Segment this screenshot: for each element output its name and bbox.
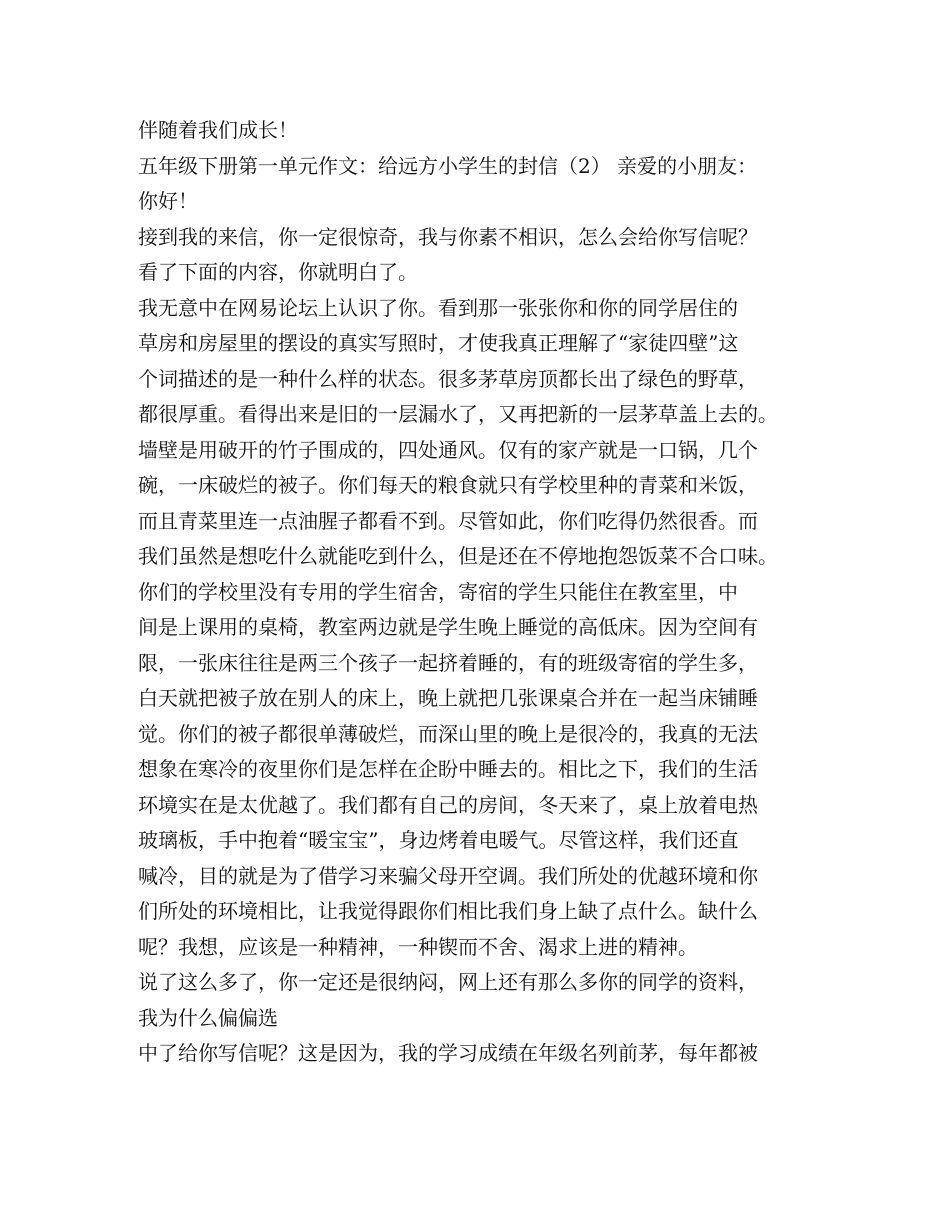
text-line: 环境实在是太优越了。我们都有自己的房间，冬天来了，桌上放着电热 (138, 793, 758, 817)
text-line: 草房和房屋里的摆设的真实写照时，才使我真正理解了“家徒四壁”这 (138, 331, 739, 355)
text-line: 玻璃板，手中抱着“暖宝宝”，身边烤着电暖气。尽管这样，我们还直 (138, 828, 739, 852)
text-line: 觉。你们的被子都很单薄破烂，而深山里的晚上是很冷的，我真的无法 (138, 722, 758, 746)
text-line: 你们的学校里没有专用的学生宿舍，寄宿的学生只能住在教室里，中 (138, 580, 738, 604)
text-line: 个词描述的是一种什么样的状态。很多茅草房顶都长出了绿色的野草， (138, 367, 758, 391)
text-line: 我无意中在网易论坛上认识了你。看到那一张张你和你的同学居住的 (138, 296, 738, 320)
text-line: 看了下面的内容，你就明白了。 (138, 260, 418, 284)
text-line: 都很厚重。看得出来是旧的一层漏水了，又再把新的一层茅草盖上去的。 (138, 402, 778, 426)
text-line: 墙壁是用破开的竹子围成的，四处通风。仅有的家产就是一口锅，几个 (138, 438, 758, 462)
text-line: 伴随着我们成长！ (138, 118, 298, 142)
text-line: 们所处的环境相比，让我觉得跟你们相比我们身上缺了点什么。缺什么 (138, 899, 758, 923)
text-line: 接到我的来信，你一定很惊奇，我与你素不相识，怎么会给你写信呢？ (138, 225, 758, 249)
text-line: 间是上课用的桌椅，教室两边就是学生晚上睡觉的高低床。因为空间有 (138, 615, 758, 639)
text-line: 你好！ (138, 189, 198, 213)
text-line: 我们虽然是想吃什么就能吃到什么，但是还在不停地抱怨饭菜不合口味。 (138, 544, 778, 568)
text-line: 呢？我想，应该是一种精神，一种锲而不舍、渴求上进的精神。 (138, 935, 698, 959)
text-line: 五年级下册第一单元作文：给远方小学生的封信（2） 亲爱的小朋友： (138, 154, 758, 178)
text-line: 而且青菜里连一点油腥子都看不到。尽管如此，你们吃得仍然很香。而 (138, 509, 758, 533)
text-line: 喊冷，目的就是为了借学习来骗父母开空调。我们所处的优越环境和你 (138, 864, 758, 888)
text-line: 白天就把被子放在别人的床上，晚上就把几张课桌合并在一起当床铺睡 (138, 686, 758, 710)
text-line: 想象在寒冷的夜里你们是怎样在企盼中睡去的。相比之下，我们的生活 (138, 757, 758, 781)
text-line: 中了给你写信呢？这是因为，我的学习成绩在年级名列前茅，每年都被 (138, 1041, 758, 1065)
text-line: 我为什么偏偏选 (138, 1006, 278, 1030)
text-line: 限，一张床往往是两三个孩子一起挤着睡的，有的班级寄宿的学生多， (138, 651, 758, 675)
text-line: 碗，一床破烂的被子。你们每天的粮食就只有学校里种的青菜和米饭， (138, 473, 758, 497)
text-line: 说了这么多了，你一定还是很纳闷，网上还有那么多你的同学的资料， (138, 970, 758, 994)
